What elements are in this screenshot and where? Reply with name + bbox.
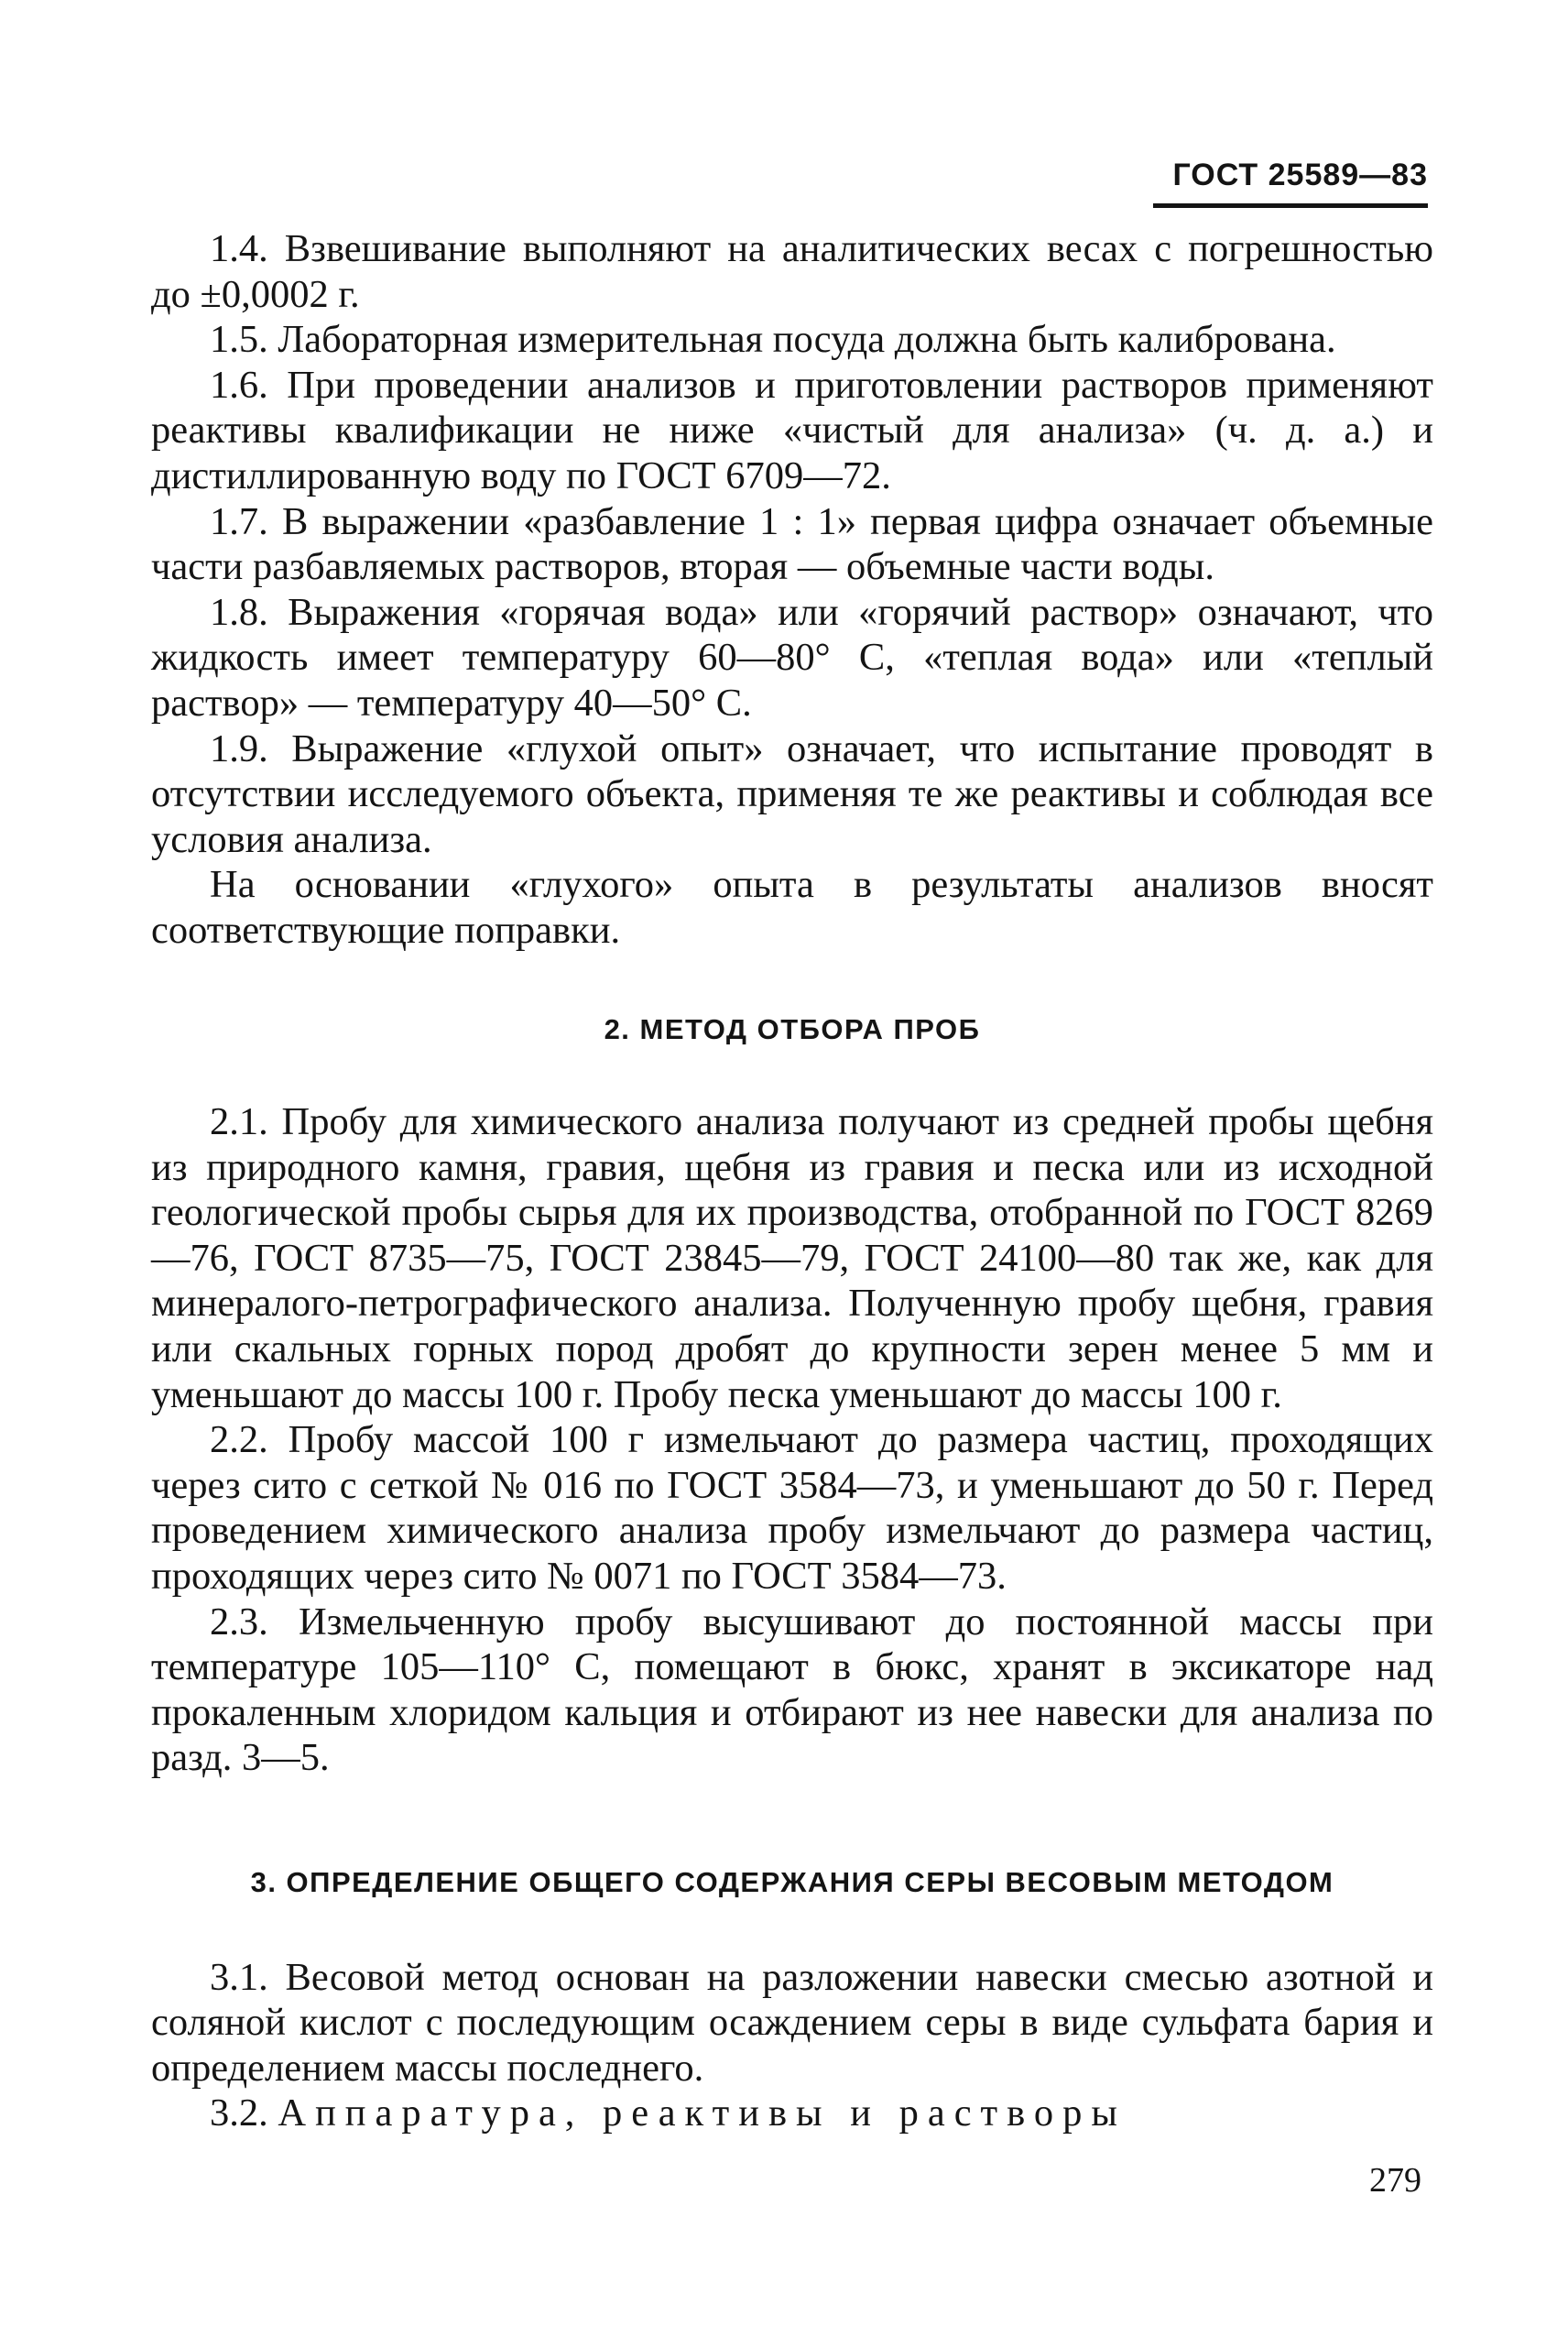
subheading-number: 3.2. (210, 2091, 268, 2135)
paragraph-1-4: 1.4. Взвешивание выполняют на аналитических весах с погрешностью до ±0,0002 г. (151, 227, 1433, 316)
header-rule (1153, 203, 1428, 208)
paragraph-1-6: 1.6. При проведении анализов и приготовлении растворов применяют реактивы квалификации не ниже «чистый для анализа» (ч. д. а.) и дистиллированную воду по ГОСТ 6709—72. (151, 363, 1433, 497)
section-2-title: 2. МЕТОД ОТБОРА ПРОБ (604, 1012, 981, 1045)
document-body (151, 226, 1433, 2136)
paragraph-1-7: 1.7. В выражении «разбавление 1 : 1» первая цифра означает объемные части разбавляемых растворов, вторая — объемные части воды. (151, 499, 1433, 589)
paragraph-2-1: 2.1. Пробу для химического анализа получают из средней пробы щебня из природного камня, гравия, щебня из гравия и песка или из исходной геологической пробы сырья для их производства, отобранной по ГОСТ 8269—76, ГОСТ 8735—75, ГОСТ 23845—79, ГОСТ 24100—80 так же, как для минералого-петрографического анализа. Полученную пробу щебня, гравия или скальных горных пород дробят до крупности зерен менее 5 мм и уменьшают до массы 100 г. Пробу песка уменьшают до массы 100 г. (151, 1100, 1433, 1416)
subheading-text: Аппаратура, реактивы и растворы (278, 2091, 1127, 2135)
paragraph-2-2: 2.2. Пробу массой 100 г измельчают до размера частиц, проходящих через сито с сеткой № 016 по ГОСТ 3584—73, и уменьшают до 50 г. Перед проведением химического анализа пробу измельчают до размера частиц, проходящих через сито № 0071 по ГОСТ 3584—73. (151, 1418, 1433, 1599)
paragraph-1-8: 1.8. Выражения «горячая вода» или «горячий раствор» означают, что жидкость имеет температуру 60—80° С, «теплая вода» или «теплый раствор» — температуру 40—50° С. (151, 590, 1433, 725)
paragraph-blank-test-note: На основании «глухого» опыта в результаты анализов вносят соответствующие поправки. (151, 863, 1433, 952)
paragraph-3-2-heading (151, 2091, 1433, 2136)
standard-header: ГОСТ 25589—83 (1172, 158, 1428, 192)
paragraph-1-5: 1.5. Лабораторная измерительная посуда должна быть калибрована. (210, 318, 1336, 362)
section-3-title: 3. ОПРЕДЕЛЕНИЕ ОБЩЕГО СОДЕРЖАНИЯ СЕРЫ ВЕСОВЫМ МЕТОДОМ (250, 1866, 1334, 1898)
paragraph-3-1: 3.1. Весовой метод основан на разложении навески смесью азотной и соляной кислот с последующим осаждением серы в виде сульфата бария и определением массы последнего. (151, 1955, 1433, 2090)
page-number: 279 (1369, 2161, 1421, 2200)
paragraph-1-9: 1.9. Выражение «глухой опыт» означает, что испытание проводят в отсутствии исследуемого объекта, применяя те же реактивы и соблюдая все условия анализа. (151, 726, 1433, 861)
paragraph-2-3: 2.3. Измельченную пробу высушивают до постоянной массы при температуре 105—110° С, помещают в бюкс, хранят в эксикаторе над прокаленным хлоридом кальция и отбирают из нее навески для анализа по разд. 3—5. (151, 1600, 1433, 1780)
